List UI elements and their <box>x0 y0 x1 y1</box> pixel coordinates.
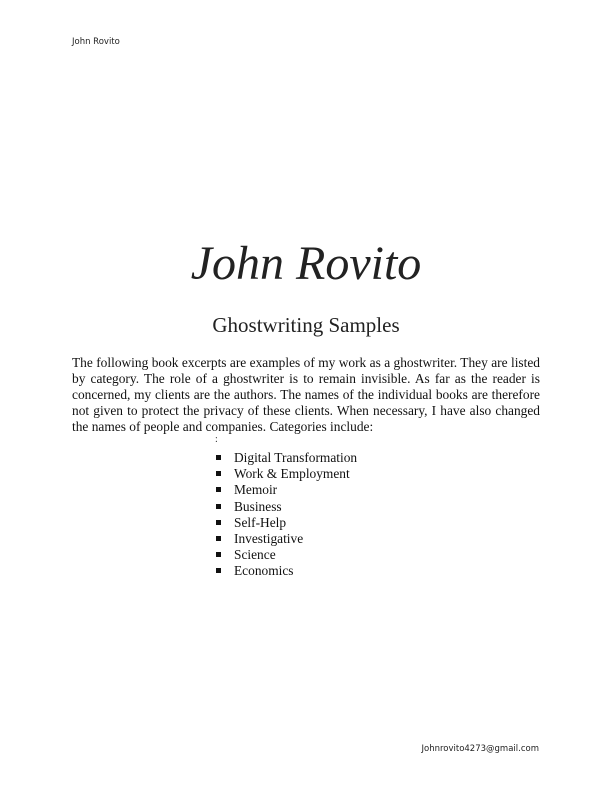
square-bullet-icon <box>216 487 221 492</box>
list-item <box>216 547 357 563</box>
stray-colon-mark: : <box>215 434 218 445</box>
category-label: Digital Transformation <box>234 450 358 465</box>
square-bullet-icon <box>216 471 221 476</box>
list-item <box>216 466 357 482</box>
list-item <box>216 563 357 579</box>
category-label: Self-Help <box>234 514 287 530</box>
list-item <box>216 515 357 531</box>
square-bullet-icon <box>216 568 221 573</box>
square-bullet-icon <box>216 504 221 509</box>
square-bullet-icon <box>216 520 221 525</box>
category-list <box>216 450 357 580</box>
square-bullet-icon <box>216 455 221 460</box>
category-label: Memoir <box>234 482 278 498</box>
category-label: Investigative <box>234 531 304 547</box>
square-bullet-icon <box>216 536 221 541</box>
category-label: Business <box>234 498 282 514</box>
intro-paragraph: The following book excerpts are examples of my work as a ghostwriter. They are listed by category. The role of a ghostwriter is to remain invisible. As far as the reader is concerned, my clients are the authors. The names of the individual books are therefore not given to protect the privacy of these clients. When necessary, I have also changed the names of people and companies. Categories include: <box>72 355 540 434</box>
footer-email: Johnrovito4273@gmail.com <box>421 744 539 754</box>
category-label: Work & Employment <box>234 466 350 482</box>
list-item <box>216 531 357 547</box>
category-label: Economics <box>234 563 294 579</box>
square-bullet-icon <box>216 552 221 557</box>
list-item <box>216 482 357 498</box>
document-subtitle: Ghostwriting Samples <box>212 313 400 337</box>
list-item <box>216 499 357 515</box>
category-label: Science <box>234 547 276 563</box>
document-title: John Rovito <box>190 237 422 290</box>
list-item <box>216 450 357 466</box>
page-header-author: John Rovito <box>72 37 120 47</box>
